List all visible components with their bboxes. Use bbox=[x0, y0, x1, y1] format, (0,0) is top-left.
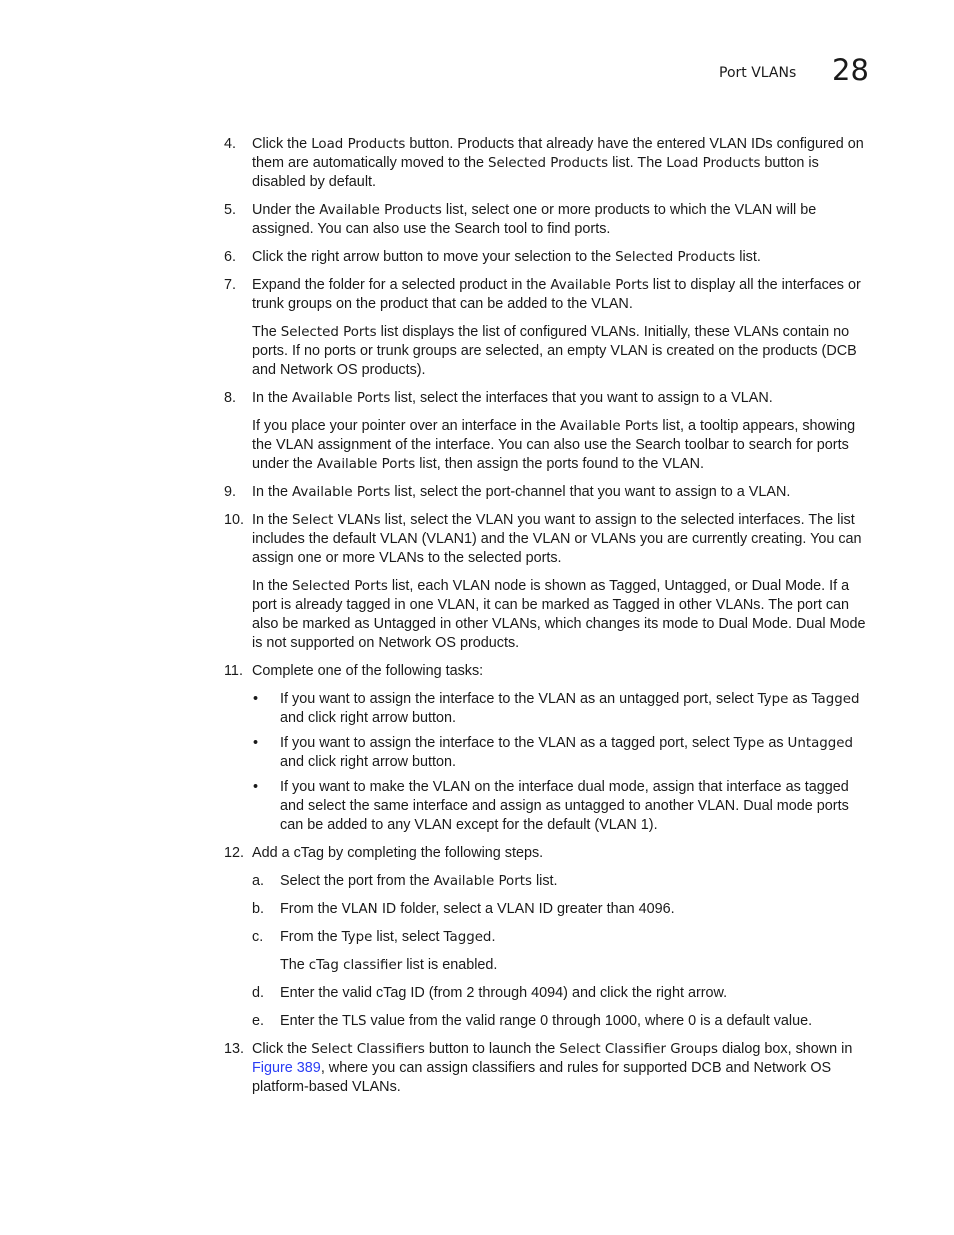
step-6 bbox=[224, 248, 869, 267]
step-text: Add a cTag by completing the following steps. bbox=[252, 845, 544, 861]
para-text: list, each VLAN node is shown as Tagged, Untagged, or Dual Mode. If a port is already tagged in one VLAN, it can be marked as Tagged in other VLANs. The port can also be marked as Untagged in other VLANs, which changes its mode to Dual Mode. Dual Mode is not supported on Network OS products. bbox=[252, 578, 866, 651]
ui-term: Selected Ports bbox=[292, 579, 388, 594]
step-number: 12. bbox=[224, 845, 245, 861]
substep-a bbox=[224, 872, 869, 891]
ui-term: Available Ports bbox=[292, 391, 391, 406]
para-text: The bbox=[252, 324, 281, 340]
bullet-text: as bbox=[788, 691, 812, 707]
step-text: button is disabled by default. bbox=[252, 155, 819, 190]
step-text: list, select the VLAN you want to assign to the selected interfaces. The list includes the default VLAN (VLAN1) and the VLAN or VLANs you are currently creating. You can assign one or more VLANs to the selected ports. bbox=[252, 512, 862, 566]
ui-term: Select VLANs bbox=[292, 513, 381, 528]
ui-term: VLAN ID bbox=[341, 902, 397, 917]
step-5 bbox=[224, 201, 869, 239]
ui-term: Load Products bbox=[666, 156, 761, 171]
step-text: button. Products that already have the entered VLAN IDs configured on them are automatically moved to the bbox=[252, 136, 864, 171]
step-number: 7. bbox=[224, 277, 237, 293]
ui-term: Available Ports bbox=[433, 874, 532, 889]
ui-term: Tagged bbox=[811, 692, 860, 707]
step-number: 4. bbox=[224, 136, 237, 152]
step-7-note bbox=[252, 323, 869, 380]
step-13 bbox=[224, 1040, 869, 1097]
step-number: 8. bbox=[224, 390, 237, 406]
para-text: list, then assign the ports found to the VLAN. bbox=[415, 456, 704, 472]
step-text: list. bbox=[735, 249, 761, 265]
substep-text: Enter the bbox=[280, 1013, 343, 1029]
procedure-content bbox=[224, 135, 869, 1106]
step-text: , where you can assign classifiers and rules for supported DCB and Network OS platform-based VLANs. bbox=[252, 1060, 832, 1095]
step-text: list, select the port-channel that you want to assign to a VLAN. bbox=[390, 484, 791, 500]
step-text: dialog box, shown in bbox=[717, 1041, 853, 1057]
ui-term: Selected Products bbox=[487, 156, 609, 171]
bullet-icon: • bbox=[253, 691, 259, 707]
bullet-text: If you want to assign the interface to the VLAN as a tagged port, select bbox=[280, 735, 734, 751]
bullet-text: and click right arrow button. bbox=[280, 710, 456, 726]
bullet-text: If you want to make the VLAN on the interface dual mode, assign that interface as tagged and select the same interface and assign as untagged to another VLAN. Dual mode ports can be added to any VLAN except for the default (VLAN 1). bbox=[280, 779, 849, 833]
ui-term: Type bbox=[757, 692, 789, 707]
step-text: Under the bbox=[252, 202, 320, 218]
substep-text: Enter the valid cTag ID (from 2 through 4094) and click the right arrow. bbox=[280, 985, 728, 1001]
running-header-title: Port VLANs bbox=[719, 65, 797, 81]
ui-term: Tagged bbox=[443, 930, 492, 945]
substep-letter: a. bbox=[252, 873, 265, 889]
step-text: list, select one or more products to which the VLAN will be assigned. You can also use the Search tool to find ports. bbox=[252, 202, 817, 237]
step-8 bbox=[224, 389, 869, 408]
ui-term: Available Products bbox=[319, 203, 442, 218]
step-number: 9. bbox=[224, 484, 237, 500]
ui-term: Available Ports bbox=[550, 278, 649, 293]
step-text: button to launch the bbox=[424, 1041, 560, 1057]
substep-c-note bbox=[280, 956, 869, 975]
ui-term: Selected Ports bbox=[280, 325, 377, 340]
step-4 bbox=[224, 135, 869, 192]
step-text: list, select the interfaces that you want to assign to a VLAN. bbox=[390, 390, 773, 406]
substep-b bbox=[224, 900, 869, 919]
substep-text: list. bbox=[531, 873, 558, 889]
bullet-icon: • bbox=[253, 779, 259, 795]
step-number: 10. bbox=[224, 512, 245, 528]
substep-letter: c. bbox=[252, 929, 264, 945]
ui-term: Load Products bbox=[311, 137, 406, 152]
substep-text: folder, select a VLAN ID greater than 4096. bbox=[396, 901, 675, 917]
step-number: 6. bbox=[224, 249, 237, 265]
bullet-item bbox=[224, 734, 869, 772]
substep-text: From the bbox=[280, 929, 342, 945]
figure-link[interactable]: Figure 389 bbox=[252, 1060, 321, 1076]
step-12 bbox=[224, 844, 869, 863]
bullet-item bbox=[224, 690, 869, 728]
ui-term: Available Ports bbox=[292, 485, 391, 500]
step-text: In the bbox=[252, 512, 293, 528]
chapter-number: 28 bbox=[832, 53, 869, 87]
ui-term: Available Ports bbox=[316, 457, 416, 472]
substep-e bbox=[224, 1012, 869, 1031]
step-text: In the bbox=[252, 390, 293, 406]
step-text: list to display all the interfaces or trunk groups on the product that can be added to the VLAN. bbox=[252, 277, 861, 312]
ui-term: Untagged bbox=[787, 736, 854, 751]
substep-text: From the bbox=[280, 901, 342, 917]
bullet-text: If you want to assign the interface to the VLAN as an untagged port, select bbox=[280, 691, 758, 707]
ui-term: cTag classifier bbox=[308, 958, 403, 973]
step-number: 13. bbox=[224, 1041, 245, 1057]
step-9 bbox=[224, 483, 869, 502]
step-10 bbox=[224, 511, 869, 568]
ui-term: Select Classifiers bbox=[311, 1042, 425, 1057]
bullet-text: and click right arrow button. bbox=[280, 754, 456, 770]
ui-term: Select Classifier Groups bbox=[559, 1042, 718, 1057]
step-text: Complete one of the following tasks: bbox=[252, 663, 484, 679]
para-text: list displays the list of configured VLANs. Initially, these VLANs contain no ports. If no ports or trunk groups are selected, an empty VLAN is created on the products (DCB and Network OS products). bbox=[252, 324, 857, 378]
step-number: 5. bbox=[224, 202, 237, 218]
step-8-note bbox=[252, 417, 869, 474]
substep-text: . bbox=[491, 929, 496, 945]
step-7 bbox=[224, 276, 869, 314]
substep-letter: b. bbox=[252, 901, 265, 917]
step-text: Expand the folder for a selected product in the bbox=[252, 277, 551, 293]
substep-text: list, select bbox=[372, 929, 444, 945]
bullet-text: as bbox=[764, 735, 788, 751]
ui-term: TLS bbox=[342, 1014, 367, 1029]
step-text: Click the bbox=[252, 136, 312, 152]
para-text: The bbox=[280, 957, 309, 973]
para-text: If you place your pointer over an interface in the bbox=[252, 418, 560, 434]
step-text: list. The bbox=[608, 155, 667, 171]
para-text: list is enabled. bbox=[402, 957, 498, 973]
step-text: Click the bbox=[252, 1041, 312, 1057]
step-11 bbox=[224, 662, 869, 681]
step-text: In the bbox=[252, 484, 293, 500]
substep-d bbox=[224, 984, 869, 1003]
step-10-note bbox=[252, 577, 869, 653]
bullet-icon: • bbox=[253, 735, 259, 751]
ui-term: Type bbox=[733, 736, 765, 751]
substep-c bbox=[224, 928, 869, 947]
bullet-item bbox=[224, 778, 869, 835]
substep-letter: d. bbox=[252, 985, 265, 1001]
ui-term: Selected Products bbox=[615, 250, 736, 265]
substep-text: value from the valid range 0 through 1000, where 0 is a default value. bbox=[366, 1013, 813, 1029]
step-number: 11. bbox=[224, 663, 243, 679]
ui-term: Available Ports bbox=[559, 419, 659, 434]
substep-letter: e. bbox=[252, 1013, 265, 1029]
substep-text: Select the port from the bbox=[280, 873, 434, 889]
ui-term: Type bbox=[341, 930, 373, 945]
para-text: list, a tooltip appears, showing the VLAN assignment of the interface. You can also use the Search toolbar to search for ports under the bbox=[252, 418, 856, 472]
para-text: In the bbox=[252, 578, 293, 594]
step-text: Click the right arrow button to move your selection to the bbox=[252, 249, 616, 265]
